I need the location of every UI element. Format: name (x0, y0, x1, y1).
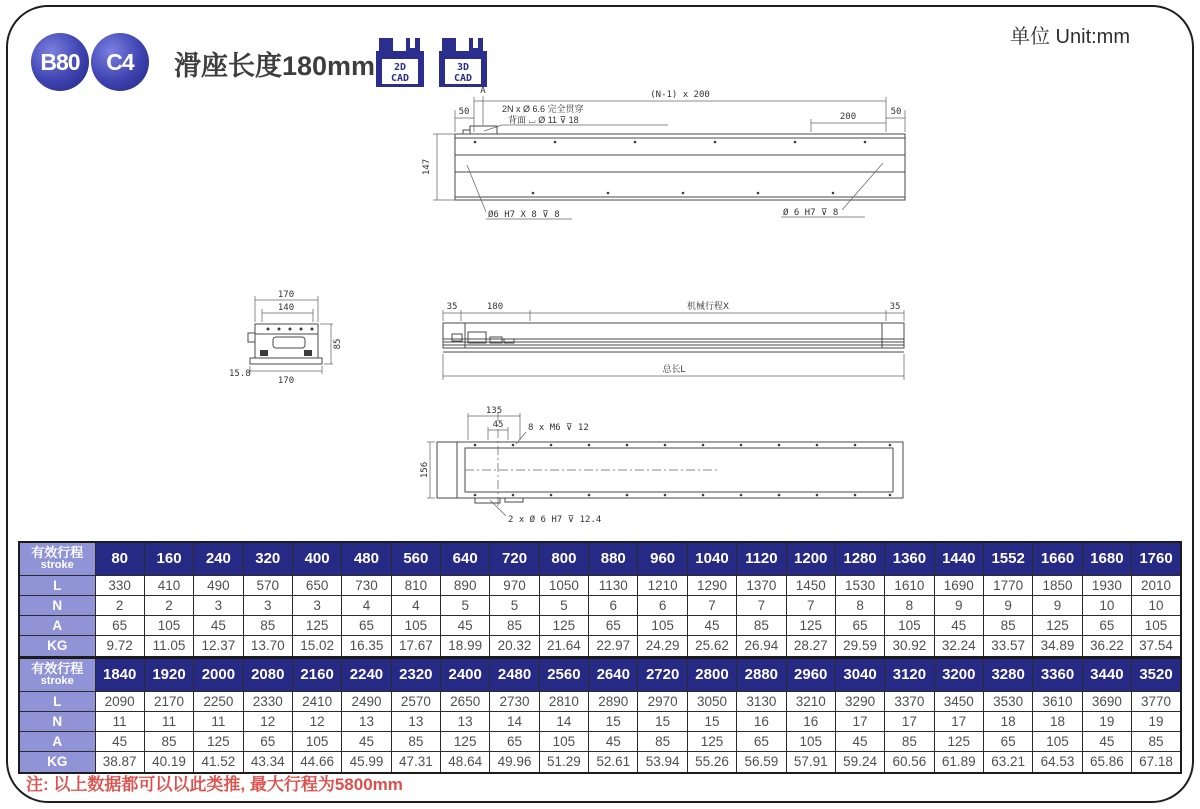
value-cell: 9.72 (95, 635, 144, 657)
value-cell: 56.59 (737, 751, 786, 773)
stroke-value: 3040 (835, 658, 884, 691)
value-cell: 105 (885, 615, 934, 635)
stroke-header-cell (19, 658, 95, 691)
value-cell: 41.52 (194, 751, 243, 773)
value-cell: 24.29 (638, 635, 687, 657)
value-cell: 34.89 (1033, 635, 1082, 657)
value-cell: 36.22 (1082, 635, 1131, 657)
value-cell: 65 (342, 615, 391, 635)
value-cell: 3610 (1033, 691, 1082, 711)
stroke-header-cell (19, 542, 95, 575)
value-cell: 45.99 (342, 751, 391, 773)
value-cell: 52.61 (589, 751, 638, 773)
value-cell: 105 (539, 731, 588, 751)
stroke-value: 1660 (1033, 542, 1082, 575)
value-cell: 33.57 (983, 635, 1032, 657)
stroke-value: 2240 (342, 658, 391, 691)
table1-row-L (19, 575, 1181, 595)
value-cell: 43.34 (243, 751, 292, 773)
cad-2d-label-line1: 2D (393, 62, 407, 73)
cad-3d-label-line2: CAD (453, 73, 473, 84)
floppy-3d-icon (437, 36, 489, 88)
value-cell: 19 (1082, 711, 1131, 731)
value-cell: 10 (1132, 595, 1181, 615)
stroke-header-en: stroke (40, 674, 74, 687)
stroke-value: 2480 (490, 658, 539, 691)
value-cell: 125 (1033, 615, 1082, 635)
page-title: 滑座长度180mm (174, 51, 376, 81)
stroke-value: 3360 (1033, 658, 1082, 691)
value-cell: 51.29 (539, 751, 588, 773)
value-cell: 3370 (885, 691, 934, 711)
value-cell: 6 (589, 595, 638, 615)
value-cell: 59.24 (835, 751, 884, 773)
stroke-header-cn: 有效行程 (31, 545, 84, 561)
value-cell: 125 (292, 615, 341, 635)
dim-35-right: 35 (889, 302, 901, 312)
value-cell: 890 (441, 575, 490, 595)
value-cell: 65 (95, 615, 144, 635)
value-cell: 49.96 (490, 751, 539, 773)
stroke-value: 3120 (885, 658, 934, 691)
value-cell: 3130 (737, 691, 786, 711)
stroke-value: 560 (391, 542, 440, 575)
value-cell: 22.97 (589, 635, 638, 657)
value-cell: 2410 (292, 691, 341, 711)
stroke-value: 240 (194, 542, 243, 575)
value-cell: 16.35 (342, 635, 391, 657)
value-cell: 125 (539, 615, 588, 635)
stroke-value: 1920 (144, 658, 193, 691)
stroke-value: 880 (589, 542, 638, 575)
stroke-value: 3520 (1132, 658, 1181, 691)
value-cell: 11 (144, 711, 193, 731)
value-cell: 3 (194, 595, 243, 615)
value-cell: 45 (1082, 731, 1131, 751)
value-cell: 1610 (885, 575, 934, 595)
value-cell: 2 (95, 595, 144, 615)
stroke-value: 2800 (687, 658, 736, 691)
value-cell: 14 (490, 711, 539, 731)
value-cell: 11 (194, 711, 243, 731)
stroke-value: 800 (539, 542, 588, 575)
value-cell: 45 (342, 731, 391, 751)
mechanical-stroke-label: 机械行程X (686, 301, 730, 311)
dim-45: 45 (492, 420, 504, 430)
value-cell: 3 (243, 595, 292, 615)
value-cell: 7 (786, 595, 835, 615)
stroke-table-1 (18, 541, 1182, 658)
value-cell: 45 (441, 615, 490, 635)
value-cell: 85 (737, 615, 786, 635)
value-cell: 25.62 (687, 635, 736, 657)
value-cell: 105 (144, 615, 193, 635)
dim-147: 147 (422, 158, 432, 176)
value-cell: 45 (95, 731, 144, 751)
stroke-value: 1200 (786, 542, 835, 575)
value-cell: 19 (1132, 711, 1181, 731)
floppy-2d-icon (374, 36, 426, 88)
value-cell: 15 (687, 711, 736, 731)
stroke-value: 2640 (589, 658, 638, 691)
value-cell: 2650 (441, 691, 490, 711)
stroke-value: 3440 (1082, 658, 1131, 691)
value-cell: 1770 (983, 575, 1032, 595)
dim-200: 200 (839, 112, 857, 122)
dim-35-left: 35 (446, 302, 458, 312)
value-cell: 65 (835, 615, 884, 635)
value-cell: 1690 (934, 575, 983, 595)
stroke-value: 2720 (638, 658, 687, 691)
dim-85: 85 (333, 338, 343, 350)
callout-bottom-left: Ø6 H7 X 8 ⊽ 8 (488, 210, 560, 220)
dim-156: 156 (420, 461, 430, 479)
row-label-A: A (19, 731, 95, 751)
value-cell: 13 (391, 711, 440, 731)
value-cell: 28.27 (786, 635, 835, 657)
value-cell: 13 (441, 711, 490, 731)
stroke-value: 2560 (539, 658, 588, 691)
model-badge: C4 (91, 33, 149, 91)
value-cell: 5 (490, 595, 539, 615)
value-cell: 3690 (1082, 691, 1131, 711)
stroke-value: 1840 (95, 658, 144, 691)
value-cell: 1290 (687, 575, 736, 595)
hole-note-line2: 背面 ⌴ Ø 11 ⊽ 18 (508, 115, 579, 125)
value-cell: 60.56 (885, 751, 934, 773)
value-cell: 57.91 (786, 751, 835, 773)
row-label-KG: KG (19, 635, 95, 657)
callout-m6: 8 x M6 ⊽ 12 (528, 423, 589, 433)
value-cell: 85 (144, 731, 193, 751)
value-cell: 9 (983, 595, 1032, 615)
stroke-value: 1040 (687, 542, 736, 575)
value-cell: 55.26 (687, 751, 736, 773)
value-cell: 2170 (144, 691, 193, 711)
value-cell: 65 (589, 615, 638, 635)
stroke-header-cn: 有效行程 (31, 661, 84, 677)
dim-50-right: 50 (890, 107, 902, 117)
value-cell: 65 (490, 731, 539, 751)
value-cell: 85 (243, 615, 292, 635)
value-cell: 490 (194, 575, 243, 595)
value-cell: 45 (589, 731, 638, 751)
value-cell: 125 (934, 731, 983, 751)
stroke-value: 640 (441, 542, 490, 575)
row-label-N: N (19, 595, 95, 615)
value-cell: 105 (638, 615, 687, 635)
value-cell: 8 (835, 595, 884, 615)
value-cell: 1210 (638, 575, 687, 595)
value-cell: 9 (934, 595, 983, 615)
value-cell: 5 (441, 595, 490, 615)
stroke-value: 1552 (983, 542, 1032, 575)
value-cell: 12 (292, 711, 341, 731)
cross-section-drawing (228, 286, 360, 398)
dim-15-8: 15.8 (229, 369, 251, 379)
table2-header-row (19, 658, 1181, 691)
value-cell: 810 (391, 575, 440, 595)
value-cell: 85 (391, 731, 440, 751)
series-badge: B80 (31, 33, 89, 91)
value-cell: 17 (934, 711, 983, 731)
value-cell: 570 (243, 575, 292, 595)
stroke-value: 80 (95, 542, 144, 575)
value-cell: 65 (243, 731, 292, 751)
value-cell: 85 (490, 615, 539, 635)
value-cell: 65 (983, 731, 1032, 751)
dim-50-left: 50 (458, 107, 470, 117)
value-cell: 3 (292, 595, 341, 615)
row-label-L: L (19, 575, 95, 595)
value-cell: 14 (539, 711, 588, 731)
value-cell: 105 (1033, 731, 1082, 751)
value-cell: 2250 (194, 691, 243, 711)
value-cell: 45 (934, 615, 983, 635)
stroke-value: 720 (490, 542, 539, 575)
side-elevation-drawing (438, 288, 922, 392)
value-cell: 29.59 (835, 635, 884, 657)
value-cell: 85 (983, 615, 1032, 635)
cad-3d-download-icon[interactable] (437, 36, 489, 88)
value-cell: 650 (292, 575, 341, 595)
value-cell: 1930 (1082, 575, 1131, 595)
value-cell: 45 (687, 615, 736, 635)
value-cell: 7 (737, 595, 786, 615)
stroke-value: 1440 (934, 542, 983, 575)
value-cell: 18.99 (441, 635, 490, 657)
value-cell: 21.64 (539, 635, 588, 657)
value-cell: 17 (835, 711, 884, 731)
value-cell: 16 (786, 711, 835, 731)
value-cell: 105 (292, 731, 341, 751)
value-cell: 20.32 (490, 635, 539, 657)
value-cell: 4 (391, 595, 440, 615)
value-cell: 85 (638, 731, 687, 751)
value-cell: 15 (638, 711, 687, 731)
table1-header-row (19, 542, 1181, 575)
value-cell: 11 (95, 711, 144, 731)
value-cell: 730 (342, 575, 391, 595)
value-cell: 2810 (539, 691, 588, 711)
value-cell: 48.64 (441, 751, 490, 773)
value-cell: 67.18 (1132, 751, 1181, 773)
value-cell: 65 (1082, 615, 1131, 635)
value-cell: 61.89 (934, 751, 983, 773)
cad-2d-label-line2: CAD (390, 73, 410, 84)
value-cell: 1850 (1033, 575, 1082, 595)
value-cell: 125 (194, 731, 243, 751)
callout-h7: 2 x Ø 6 H7 ⊽ 12.4 (508, 515, 602, 525)
cad-3d-label-line1: 3D (456, 62, 470, 73)
value-cell: 12 (243, 711, 292, 731)
value-cell: 17.67 (391, 635, 440, 657)
footnote: 注: 以上数据都可以以此类推, 最大行程为5800mm (26, 775, 403, 794)
value-cell: 10 (1082, 595, 1131, 615)
stroke-value: 1280 (835, 542, 884, 575)
value-cell: 18 (1033, 711, 1082, 731)
callout-bottom-right: Ø 6 H7 ⊽ 8 (783, 208, 839, 218)
dim-n-1-x200: (N-1) x 200 (650, 90, 710, 100)
value-cell: 125 (441, 731, 490, 751)
value-cell: 2330 (243, 691, 292, 711)
stroke-header-en: stroke (40, 558, 74, 571)
value-cell: 38.87 (95, 751, 144, 773)
hole-note-line1: 2N x Ø 6.6 完全贯穿 (502, 104, 584, 114)
value-cell: 44.66 (292, 751, 341, 773)
stroke-value: 3200 (934, 658, 983, 691)
stroke-value: 2880 (737, 658, 786, 691)
value-cell: 2970 (638, 691, 687, 711)
row-label-A: A (19, 615, 95, 635)
value-cell: 16 (737, 711, 786, 731)
value-cell: 18 (983, 711, 1032, 731)
value-cell: 3450 (934, 691, 983, 711)
table1-row-N (19, 595, 1181, 615)
value-cell: 8 (885, 595, 934, 615)
value-cell: 15 (589, 711, 638, 731)
value-cell: 105 (391, 615, 440, 635)
value-cell: 1530 (835, 575, 884, 595)
stroke-value: 1360 (885, 542, 934, 575)
dim-170-top: 170 (277, 290, 295, 300)
table1-row-A (19, 615, 1181, 635)
value-cell: 11.05 (144, 635, 193, 657)
cad-2d-download-icon[interactable] (374, 36, 426, 88)
value-cell: 105 (1132, 615, 1181, 635)
value-cell: 2490 (342, 691, 391, 711)
value-cell: 65.86 (1082, 751, 1131, 773)
value-cell: 6 (638, 595, 687, 615)
value-cell: 105 (786, 731, 835, 751)
value-cell: 30.92 (885, 635, 934, 657)
value-cell: 970 (490, 575, 539, 595)
stroke-value: 2960 (786, 658, 835, 691)
plan-view-drawing (420, 404, 920, 540)
row-label-N: N (19, 711, 95, 731)
value-cell: 15.02 (292, 635, 341, 657)
dim-140: 140 (277, 303, 295, 313)
value-cell: 63.21 (983, 751, 1032, 773)
stroke-value: 2080 (243, 658, 292, 691)
value-cell: 3210 (786, 691, 835, 711)
stroke-value: 400 (292, 542, 341, 575)
value-cell: 2 (144, 595, 193, 615)
value-cell: 53.94 (638, 751, 687, 773)
value-cell: 7 (687, 595, 736, 615)
value-cell: 85 (1132, 731, 1181, 751)
value-cell: 9 (1033, 595, 1082, 615)
value-cell: 125 (687, 731, 736, 751)
value-cell: 85 (885, 731, 934, 751)
value-cell: 65 (737, 731, 786, 751)
value-cell: 410 (144, 575, 193, 595)
value-cell: 1050 (539, 575, 588, 595)
value-cell: 2730 (490, 691, 539, 711)
row-label-KG: KG (19, 751, 95, 773)
value-cell: 47.31 (391, 751, 440, 773)
value-cell: 2570 (391, 691, 440, 711)
unit-label: 单位 Unit:mm (1010, 26, 1130, 48)
stroke-value: 1760 (1132, 542, 1181, 575)
value-cell: 3290 (835, 691, 884, 711)
spec-tables (18, 541, 1182, 774)
value-cell: 2010 (1132, 575, 1181, 595)
value-cell: 3770 (1132, 691, 1181, 711)
value-cell: 37.54 (1132, 635, 1181, 657)
dim-a: A (480, 86, 486, 96)
value-cell: 45 (835, 731, 884, 751)
value-cell: 4 (342, 595, 391, 615)
row-label-L: L (19, 691, 95, 711)
value-cell: 5 (539, 595, 588, 615)
total-length-label: 总长L (662, 364, 686, 374)
table1-row-KG (19, 635, 1181, 657)
value-cell: 1370 (737, 575, 786, 595)
table2-row-L (19, 691, 1181, 711)
dim-180: 180 (486, 302, 504, 312)
stroke-value: 2400 (441, 658, 490, 691)
stroke-value: 480 (342, 542, 391, 575)
stroke-value: 3280 (983, 658, 1032, 691)
value-cell: 1130 (589, 575, 638, 595)
value-cell: 3050 (687, 691, 736, 711)
table2-row-N (19, 711, 1181, 731)
stroke-value: 2160 (292, 658, 341, 691)
dim-135: 135 (485, 406, 503, 416)
table2-row-A (19, 731, 1181, 751)
value-cell: 330 (95, 575, 144, 595)
value-cell: 2890 (589, 691, 638, 711)
value-cell: 3530 (983, 691, 1032, 711)
dim-170-bottom: 170 (277, 376, 295, 386)
stroke-value: 960 (638, 542, 687, 575)
value-cell: 32.24 (934, 635, 983, 657)
rail-side-drawing (420, 84, 920, 232)
stroke-value: 1680 (1082, 542, 1131, 575)
value-cell: 13.70 (243, 635, 292, 657)
stroke-value: 1120 (737, 542, 786, 575)
value-cell: 13 (342, 711, 391, 731)
value-cell: 45 (194, 615, 243, 635)
value-cell: 64.53 (1033, 751, 1082, 773)
value-cell: 40.19 (144, 751, 193, 773)
value-cell: 12.37 (194, 635, 243, 657)
value-cell: 26.94 (737, 635, 786, 657)
value-cell: 2090 (95, 691, 144, 711)
stroke-value: 160 (144, 542, 193, 575)
stroke-table-2 (18, 657, 1182, 774)
stroke-value: 320 (243, 542, 292, 575)
value-cell: 17 (885, 711, 934, 731)
value-cell: 125 (786, 615, 835, 635)
stroke-value: 2320 (391, 658, 440, 691)
value-cell: 1450 (786, 575, 835, 595)
stroke-value: 2000 (194, 658, 243, 691)
